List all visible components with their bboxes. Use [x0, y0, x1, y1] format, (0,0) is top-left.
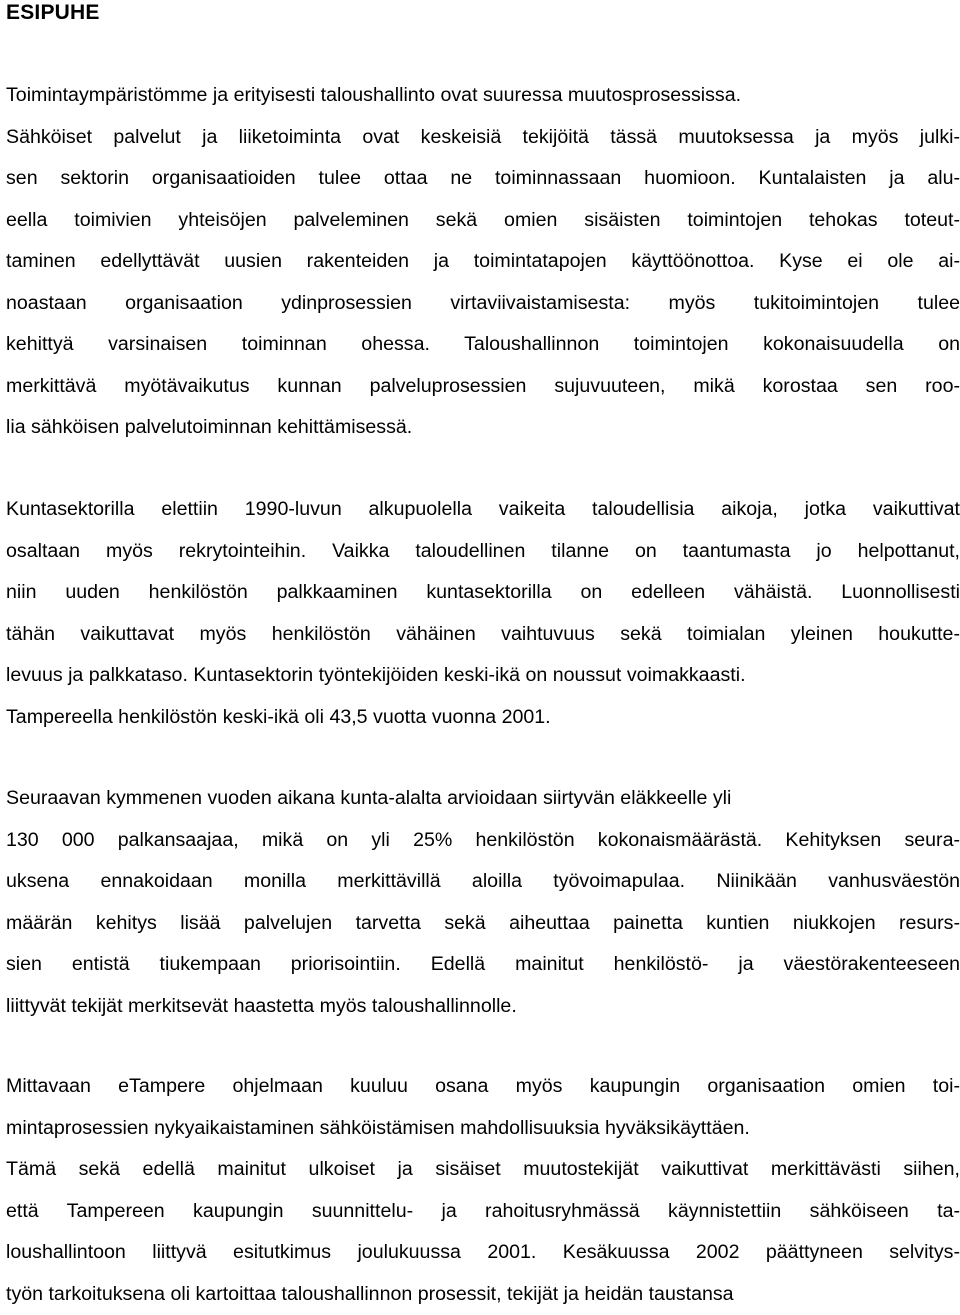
- text-line: eella toimivien yhteisöjen palveleminen sekä omien sisäisten toimintojen tehokas toteut-: [6, 200, 960, 242]
- text-line: sien entistä tiukempaan priorisointiin. Edellä mainitut henkilöstö- ja väestörakenteeseen: [6, 944, 960, 986]
- text-line: osaltaan myös rekrytointeihin. Vaikka taloudellinen tilanne on taantumasta jo helpottanut,: [6, 531, 960, 573]
- text-line: määrän kehitys lisää palvelujen tarvetta sekä aiheuttaa painetta kuntien niukkojen resurs-: [6, 903, 960, 945]
- page-heading: ESIPUHE: [6, 1, 100, 25]
- paragraph-4: [6, 1066, 960, 1315]
- text-line: kehittyä varsinaisen toiminnan ohessa. Taloushallinnon toimintojen kokonaisuudella on: [6, 324, 960, 366]
- text-line: 130 000 palkansaajaa, mikä on yli 25% henkilöstön kokonaismäärästä. Kehityksen seura-: [6, 820, 960, 862]
- paragraph-1: [6, 75, 960, 449]
- text-line: Toimintaympäristömme ja erityisesti taloushallinto ovat suuressa muutosprosessissa.: [6, 75, 960, 117]
- text-line: Tämä sekä edellä mainitut ulkoiset ja sisäiset muutostekijät vaikuttivat merkittävästi siihen,: [6, 1149, 960, 1191]
- text-line: taminen edellyttävät uusien rakenteiden ja toimintatapojen käyttöönottoa. Kyse ei ole ai-: [6, 241, 960, 283]
- text-line: tähän vaikuttavat myös henkilöstön vähäinen vaihtuvuus sekä toimialan yleinen houkutte-: [6, 614, 960, 656]
- text-line: niin uuden henkilöstön palkkaaminen kuntasektorilla on edelleen vähäistä. Luonnollisesti: [6, 572, 960, 614]
- text-line: loushallintoon liittyvä esitutkimus joulukuussa 2001. Kesäkuussa 2002 päättyneen selvitys-: [6, 1232, 960, 1274]
- paragraph-3: [6, 778, 960, 1027]
- text-line: noastaan organisaation ydinprosessien virtaviivaistamisesta: myös tukitoimintojen tulee: [6, 283, 960, 325]
- text-line: mintaprosessien nykyaikaistaminen sähköistämisen mahdollisuuksia hyväksikäyttäen.: [6, 1108, 960, 1150]
- text-line: Tampereella henkilöstön keski-ikä oli 43,5 vuotta vuonna 2001.: [6, 697, 960, 739]
- text-line: että Tampereen kaupungin suunnittelu- ja rahoitusryhmässä käynnistettiin sähköiseen ta-: [6, 1191, 960, 1233]
- text-line: Seuraavan kymmenen vuoden aikana kunta-alalta arvioidaan siirtyvän eläkkeelle yli: [6, 778, 960, 820]
- text-line: lia sähköisen palvelutoiminnan kehittämisessä.: [6, 407, 960, 449]
- text-line: Mittavaan eTampere ohjelmaan kuuluu osana myös kaupungin organisaation omien toi-: [6, 1066, 960, 1108]
- text-line: levuus ja palkkataso. Kuntasektorin työntekijöiden keski-ikä on noussut voimakkaasti.: [6, 655, 960, 697]
- paragraph-2: [6, 489, 960, 738]
- text-line: liittyvät tekijät merkitsevät haastetta myös taloushallinnolle.: [6, 986, 960, 1028]
- text-line: Sähköiset palvelut ja liiketoiminta ovat keskeisiä tekijöitä tässä muutoksessa ja myös julki-: [6, 117, 960, 159]
- text-line: uksena ennakoidaan monilla merkittävillä aloilla työvoimapulaa. Niinikään vanhusväestön: [6, 861, 960, 903]
- text-line: Kuntasektorilla elettiin 1990-luvun alkupuolella vaikeita taloudellisia aikoja, jotka vaikuttivat: [6, 489, 960, 531]
- text-line: sen sektorin organisaatioiden tulee ottaa ne toiminnassaan huomioon. Kuntalaisten ja alu-: [6, 158, 960, 200]
- text-line: merkittävä myötävaikutus kunnan palveluprosessien sujuvuuteen, mikä korostaa sen roo-: [6, 366, 960, 408]
- text-line: työn tarkoituksena oli kartoittaa taloushallinnon prosessit, tekijät ja heidän taustansa: [6, 1274, 960, 1315]
